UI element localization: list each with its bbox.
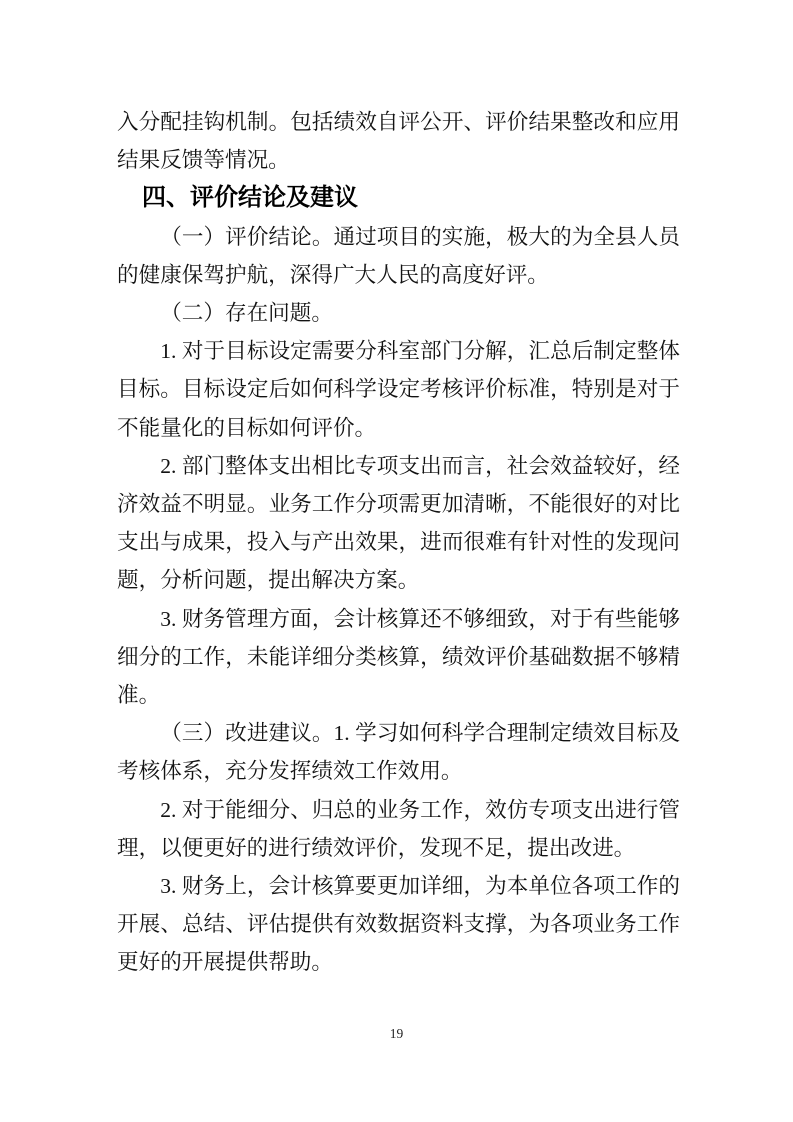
document-paragraph: （二）存在问题。: [160, 301, 333, 326]
document-paragraph: （三）改进建议。1. 学习如何科学合理制定绩效目标及考核体系，充分发挥绩效工作效用。: [117, 721, 680, 784]
document-paragraph: 入分配挂钩机制。包括绩效自评公开、评价结果整改和应用结果反馈等情况。: [117, 110, 680, 173]
document-paragraph: （一）评价结论。通过项目的实施，极大的为全县人员的健康保驾护航，深得广大人民的高度好评。: [117, 224, 680, 287]
page-number: 19: [389, 1026, 404, 1041]
document-paragraph: 2. 部门整体支出相比专项支出而言，社会效益较好，经济效益不明显。业务工作分项需更加清晰，不能很好的对比支出与成果，投入与产出效果，进而很难有针对性的发现问题，分析问题，提出解决方案。: [117, 453, 680, 593]
document-paragraph: 3. 财务上，会计核算要更加详细，为本单位各项工作的开展、总结、评估提供有效数据资料支撑，为各项业务工作更好的开展提供帮助。: [117, 874, 680, 975]
section-heading: 四、评价结论及建议: [142, 184, 358, 212]
document-paragraph: 1. 对于目标设定需要分科室部门分解，汇总后制定整体目标。目标设定后如何科学设定考核评价标准，特别是对于不能量化的目标如何评价。: [117, 339, 680, 440]
document-body: [117, 103, 680, 982]
document-paragraph: 3. 财务管理方面，会计核算还不够细致，对于有些能够细分的工作，未能详细分类核算，绩效评价基础数据不够精准。: [117, 606, 680, 708]
document-paragraph: 2. 对于能细分、归总的业务工作，效仿专项支出进行管理，以便更好的进行绩效评价，发现不足，提出改进。: [117, 797, 680, 860]
